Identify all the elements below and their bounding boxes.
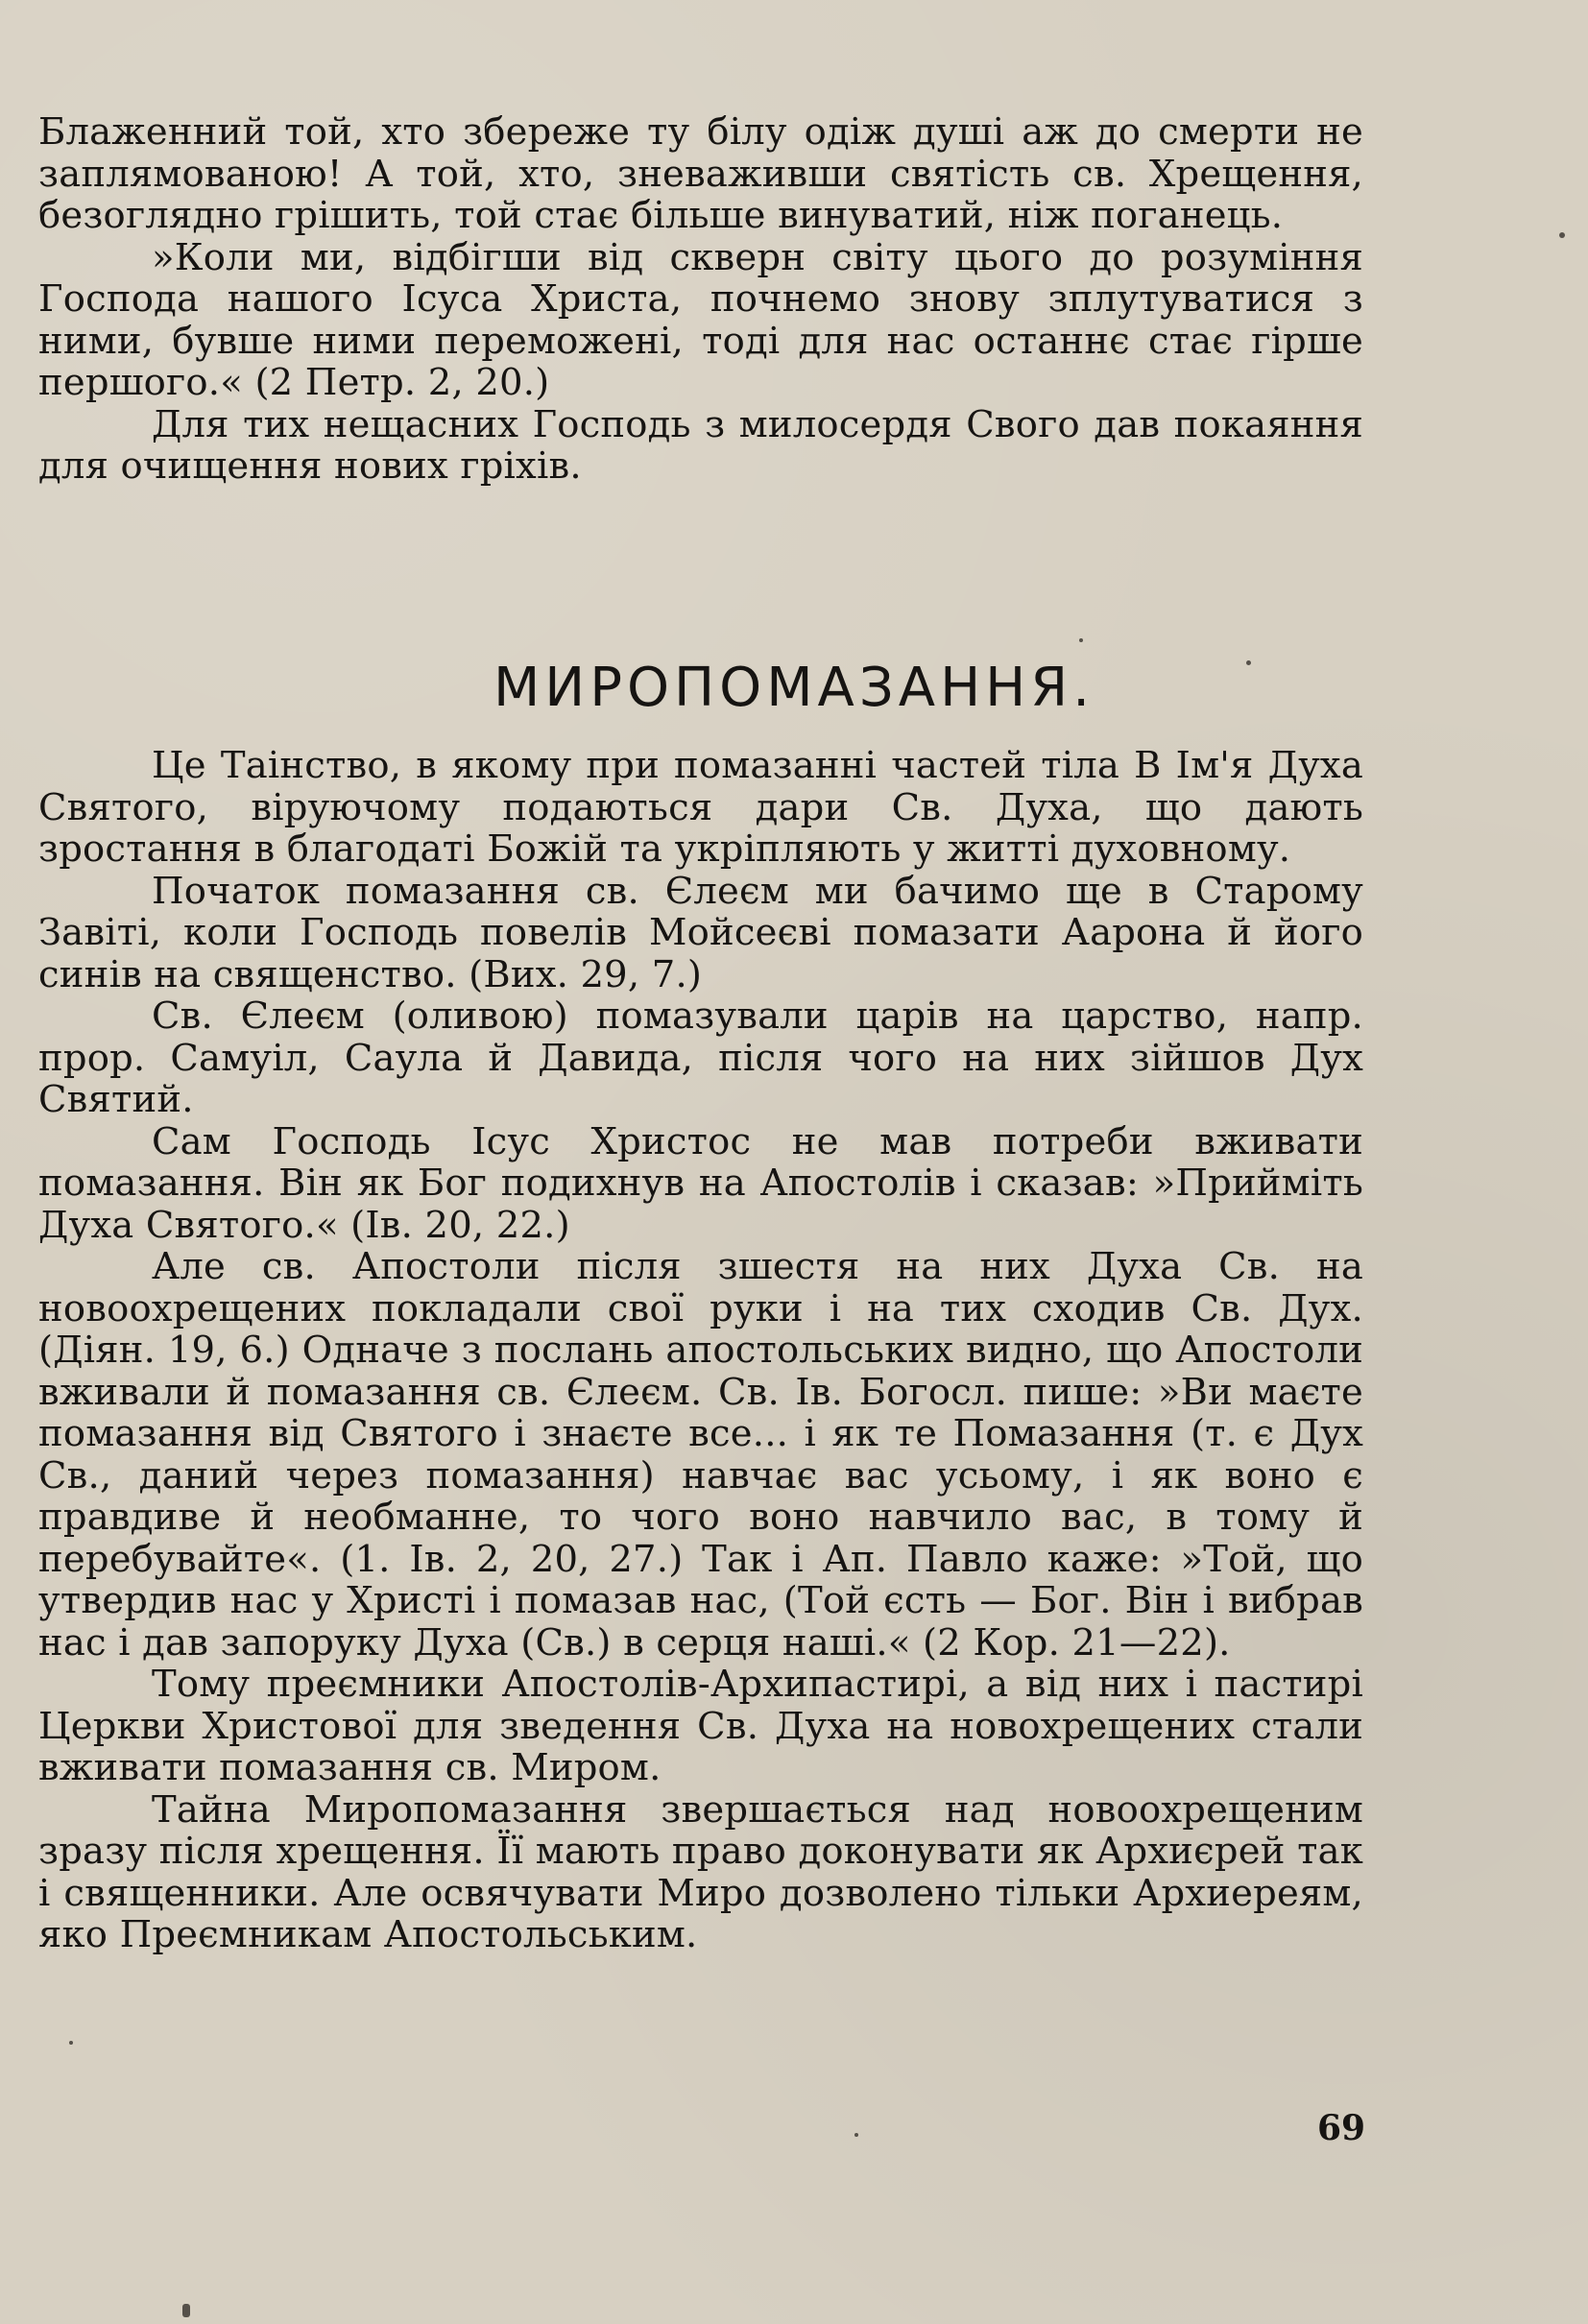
paragraph: Для тих нещасних Господь з милосердя Свого дав покаяння для очищення нових гріхів.	[38, 402, 1363, 488]
print-speck	[1246, 660, 1251, 665]
paragraph: Початок помазання св. Єлеєм ми бачимо ще в Старому Завіті, коли Господь повелів Мойсеєві помазати Аарона й його синів на священство. (Вих. 29, 7.)	[38, 869, 1363, 996]
print-speck	[69, 2041, 73, 2045]
paragraph: Св. Єлеєм (оливою) помазували царів на царство, напр. прор. Самуіл, Саула й Давида, після чого на них зійшов Дух Святий.	[38, 994, 1363, 1121]
print-speck	[854, 2133, 858, 2137]
print-speck	[1559, 232, 1565, 238]
chapter-title: МИРОПОМАЗАННЯ.	[493, 657, 1095, 719]
chapter-body	[38, 745, 1363, 1956]
paragraph: Тому преємники Апостолів-Архипастирі, а від них і пастирі Церкви Христової для зведення Св. Духа на новохрещених стали вживати помазання св. Миром.	[38, 1663, 1363, 1789]
paragraph: »Коли ми, відбігши від скверн світу цього до розуміння Господа нашого Ісуса Христа, почнемо знову зплутуватися з ними, бувше ними переможені, тоді для нас останнє стає гірше першого.« (2 Петр. 2, 20.)	[38, 235, 1363, 404]
page-number: 69	[1317, 2108, 1366, 2148]
paragraph: Тайна Миропомазання звершається над новоохрещеним зразу після хрещення. Її мають право доконувати як Архиєрей так і священники. Але освячувати Миро дозволено тільки Архиереям, яко Преємникам Апостольським.	[38, 1787, 1363, 1956]
paragraph: Це Таінство, в якому при помазанні частей тіла В Ім'я Духа Святого, віруючому подаються дари Св. Духа, що дають зростання в благодаті Божій та укріпляють у житті духовному.	[38, 744, 1363, 871]
paragraph: Але св. Апостоли після зшестя на них Духа Св. на новоохрещених покладали свої руки і на тих сходив Св. Дух. (Діян. 19, 6.) Одначе з послань апостольських видно, що Апостоли вживали й помазання св. Єлеєм. Св. Ів. Богосл. пише: »Ви маєте помазання від Святого і знаєте все... і як те Помазання (т. є Дух Св., даний через помазання) навчає вас усьому, і як воно є правдиве й необманне, то чого воно навчило вас, в тому й перебувайте«. (1. Ів. 2, 20, 27.) Так і Ап. Павло каже: »Той, що утвердив нас у Христі і помазав нас, (Той єсть — Бог. Він і вибрав нас і дав запоруку Духа (Св.) в серця наші.« (2 Кор. 21—22).	[38, 1245, 1363, 1665]
paragraph: Сам Господь Ісус Христос не мав потреби вживати помазання. Він як Бог подихнув на Апостолів і сказав: »Прийміть Духа Святого.« (Ів. 20, 22.)	[38, 1119, 1363, 1247]
top-text-section	[38, 111, 1363, 488]
paragraph: Блаженний той, хто збереже ту білу одіж душі аж до смерти не заплямованою! А той, хто, зневаживши святість св. Хрещення, безоглядно грішить, той стає більше винуватий, ніж поганець.	[38, 110, 1363, 237]
print-speck	[182, 2304, 190, 2317]
print-speck	[1079, 638, 1083, 642]
